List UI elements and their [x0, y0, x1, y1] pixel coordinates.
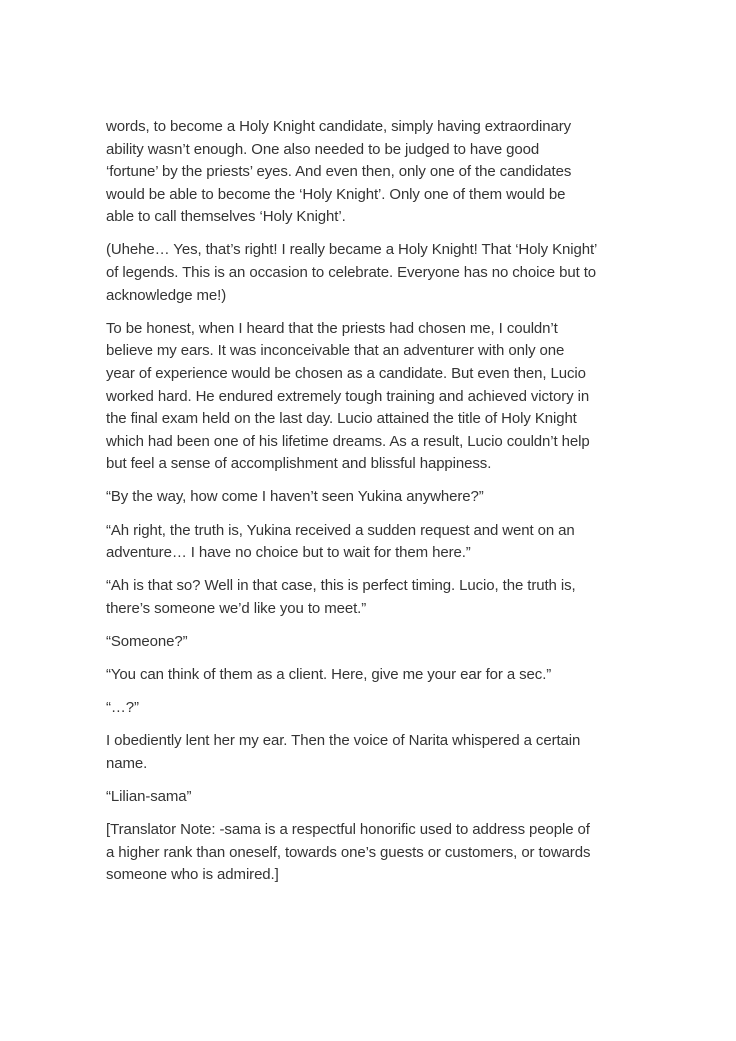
paragraph	[106, 575, 636, 620]
text-line: would be able to become the ‘Holy Knight’. Only one of them would be	[106, 185, 566, 203]
text-line: I obediently lent her my ear. Then the voice of Narita whispered a certain	[106, 732, 581, 750]
text-line: of legends. This is an occasion to celebrate. Everyone has no choice but to	[106, 264, 597, 282]
paragraph	[106, 239, 636, 307]
text-line: which had been one of his lifetime dreams. As a result, Lucio couldn’t help	[106, 432, 590, 450]
text-line: the final exam held on the last day. Lucio attained the title of Holy Knight	[106, 410, 577, 428]
paragraph	[106, 664, 636, 687]
text-line: “Lilian-sama”	[106, 787, 192, 805]
text-line: “By the way, how come I haven’t seen Yukina anywhere?”	[106, 488, 484, 506]
text-line: ability wasn’t enough. One also needed to be judged to have good	[106, 140, 540, 158]
text-line: but feel a sense of accomplishment and blissful happiness.	[106, 455, 492, 473]
paragraph	[106, 520, 636, 565]
paragraph	[106, 116, 636, 229]
text-line: To be honest, when I heard that the priests had chosen me, I couldn’t	[106, 319, 558, 337]
text-line: words, to become a Holy Knight candidate, simply having extraordinary	[106, 118, 572, 135]
text-line: “You can think of them as a client. Here, give me your ear for a sec.”	[106, 665, 552, 683]
text-line: “Someone?”	[106, 632, 188, 650]
text-line: “…?”	[106, 699, 139, 717]
text-line: there’s someone we’d like you to meet.”	[106, 599, 367, 617]
paragraph	[106, 631, 636, 654]
text-line: acknowledge me!)	[106, 286, 227, 304]
paragraph	[106, 486, 636, 509]
text-line: someone who is admired.]	[106, 866, 279, 884]
text-column	[106, 116, 636, 897]
text-line: “Ah right, the truth is, Yukina received a sudden request and went on an	[106, 521, 575, 539]
text-line: “Ah is that so? Well in that case, this is perfect timing. Lucio, the truth is,	[106, 577, 576, 595]
text-line: (Uhehe… Yes, that’s right! I really became a Holy Knight! That ‘Holy Knight’	[106, 241, 598, 259]
paragraph	[106, 318, 636, 476]
text-line: year of experience would be chosen as a candidate. But even then, Lucio	[106, 364, 586, 382]
text-line: able to call themselves ‘Holy Knight’.	[106, 208, 346, 226]
text-line: believe my ears. It was inconceivable that an adventurer with only one	[106, 342, 565, 360]
text-line: name.	[106, 754, 148, 772]
paragraph	[106, 819, 636, 887]
text-line: adventure… I have no choice but to wait for them here.”	[106, 544, 471, 562]
text-line: worked hard. He endured extremely tough training and achieved victory in	[106, 387, 590, 405]
paragraph	[106, 730, 636, 775]
text-line: ‘fortune’ by the priests’ eyes. And even then, only one of the candidates	[106, 163, 572, 181]
paragraph	[106, 786, 636, 809]
text-line: a higher rank than oneself, towards one’s guests or customers, or towards	[106, 843, 591, 861]
paragraph	[106, 697, 636, 720]
text-line: [Translator Note: -sama is a respectful honorific used to address people of	[106, 820, 590, 838]
